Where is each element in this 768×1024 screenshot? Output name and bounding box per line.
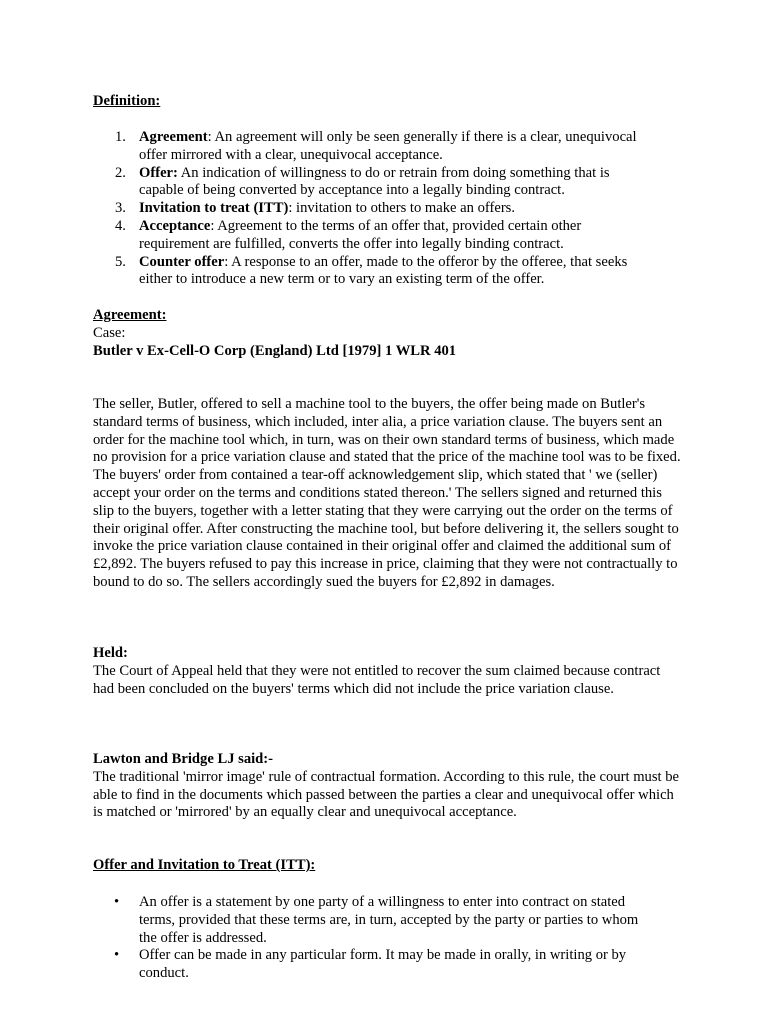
definition-item xyxy=(93,218,653,254)
bullet-icon: • xyxy=(114,894,120,910)
bullet-item xyxy=(93,894,653,947)
lawton-paragraph: The traditional 'mirror image' rule of contractual formation. According to this rule, the court must be able to find in the documents which passed between the parties a clear and unequivocal offer which is matched or 'mirrored' by an equally clear and unequivocal acceptance. xyxy=(93,768,679,821)
definition-heading: Definition: xyxy=(93,93,161,109)
case-facts-wrap xyxy=(93,396,683,592)
held-heading: Held: xyxy=(93,645,128,661)
definition-item xyxy=(93,165,653,201)
offer-itt-heading: Offer and Invitation to Treat (ITT): xyxy=(93,857,316,873)
definition-term: Invitation to treat (ITT) xyxy=(139,200,289,217)
offer-bullets-wrap xyxy=(93,894,653,983)
definition-item-number: 3. xyxy=(115,200,126,217)
definition-item-number: 1. xyxy=(115,129,126,145)
offer-bullet-list xyxy=(93,894,653,983)
definition-item-number: 2. xyxy=(115,164,126,181)
definition-item-number: 4. xyxy=(115,217,126,234)
bullet-item xyxy=(93,947,653,983)
definition-section xyxy=(93,93,683,111)
agreement-section xyxy=(93,307,683,360)
definition-term: Acceptance xyxy=(139,217,211,234)
definition-list-wrap xyxy=(93,129,653,289)
definition-text: : An agreement will only be seen generally if there is a clear, unequivocal offer mirrored with a clear, unequivocal acceptance. xyxy=(139,129,637,163)
definition-text: An indication of willingness to do or retrain from doing something that is capable of being converted by acceptance into a legally binding contract. xyxy=(139,164,610,199)
definition-term: Offer: xyxy=(139,164,178,181)
bullet-icon: • xyxy=(114,947,120,964)
definition-item xyxy=(93,200,653,218)
agreement-heading: Agreement: xyxy=(93,307,167,323)
case-citation: Butler v Ex-Cell-O Corp (England) Ltd [1979] 1 WLR 401 xyxy=(93,342,457,359)
definition-term: Counter offer xyxy=(139,253,225,270)
definition-item xyxy=(93,254,653,290)
definition-text: : A response to an offer, made to the offeror by the offeree, that seeks either to introduce a new term or to vary an existing term of the offer. xyxy=(139,253,628,288)
held-paragraph: The Court of Appeal held that they were not entitled to recover the sum claimed because contract had been concluded on the buyers' terms which did not include the price variation clause. xyxy=(93,662,661,697)
lawton-section xyxy=(93,751,683,822)
definition-text: : invitation to others to make an offers. xyxy=(288,200,516,217)
offer-itt-section xyxy=(93,857,683,875)
held-section xyxy=(93,645,683,698)
case-label: Case: xyxy=(93,324,126,341)
definition-item-number: 5. xyxy=(115,253,126,270)
definition-item xyxy=(93,129,653,165)
definition-list xyxy=(93,129,653,289)
case-facts-paragraph: The seller, Butler, offered to sell a machine tool to the buyers, the offer being made on Butler's standard terms of business, which included, inter alia, a price variation clause. The buyers sent an order for the machine tool which, in turn, was on their own standard terms of business, which made no provision for a price variation clause and stated that the price of the machine tool was to be fixed. The buyers' order from contained a tear-off acknowledgement slip, which stated that ' we (seller) accept your order on the terms and conditions stated thereon.' The sellers signed and returned this slip to the buyers, together with a letter stating that they were carrying out the order on the terms of their original offer. After constructing the machine tool, but before delivering it, the sellers sought to invoke the price variation clause contained in their original offer and claimed the additional sum of £2,892. The buyers refused to pay this increase in price, claiming that they were not contractually to bound to do so. The sellers accordingly sued the buyers for £2,892 in damages. xyxy=(93,396,681,590)
bullet-text: Offer can be made in any particular form. It may be made in orally, in writing or by conduct. xyxy=(139,947,627,982)
definition-term: Agreement xyxy=(139,129,208,145)
definition-text: : Agreement to the terms of an offer that, provided certain other requirement are fulfilled, converts the offer into legally binding contract. xyxy=(139,217,582,252)
lawton-heading: Lawton and Bridge LJ said:- xyxy=(93,751,274,767)
bullet-text: An offer is a statement by one party of a willingness to enter into contract on stated terms, provided that these terms are, in turn, accepted by the party or parties to whom the offer is addressed. xyxy=(139,894,639,946)
